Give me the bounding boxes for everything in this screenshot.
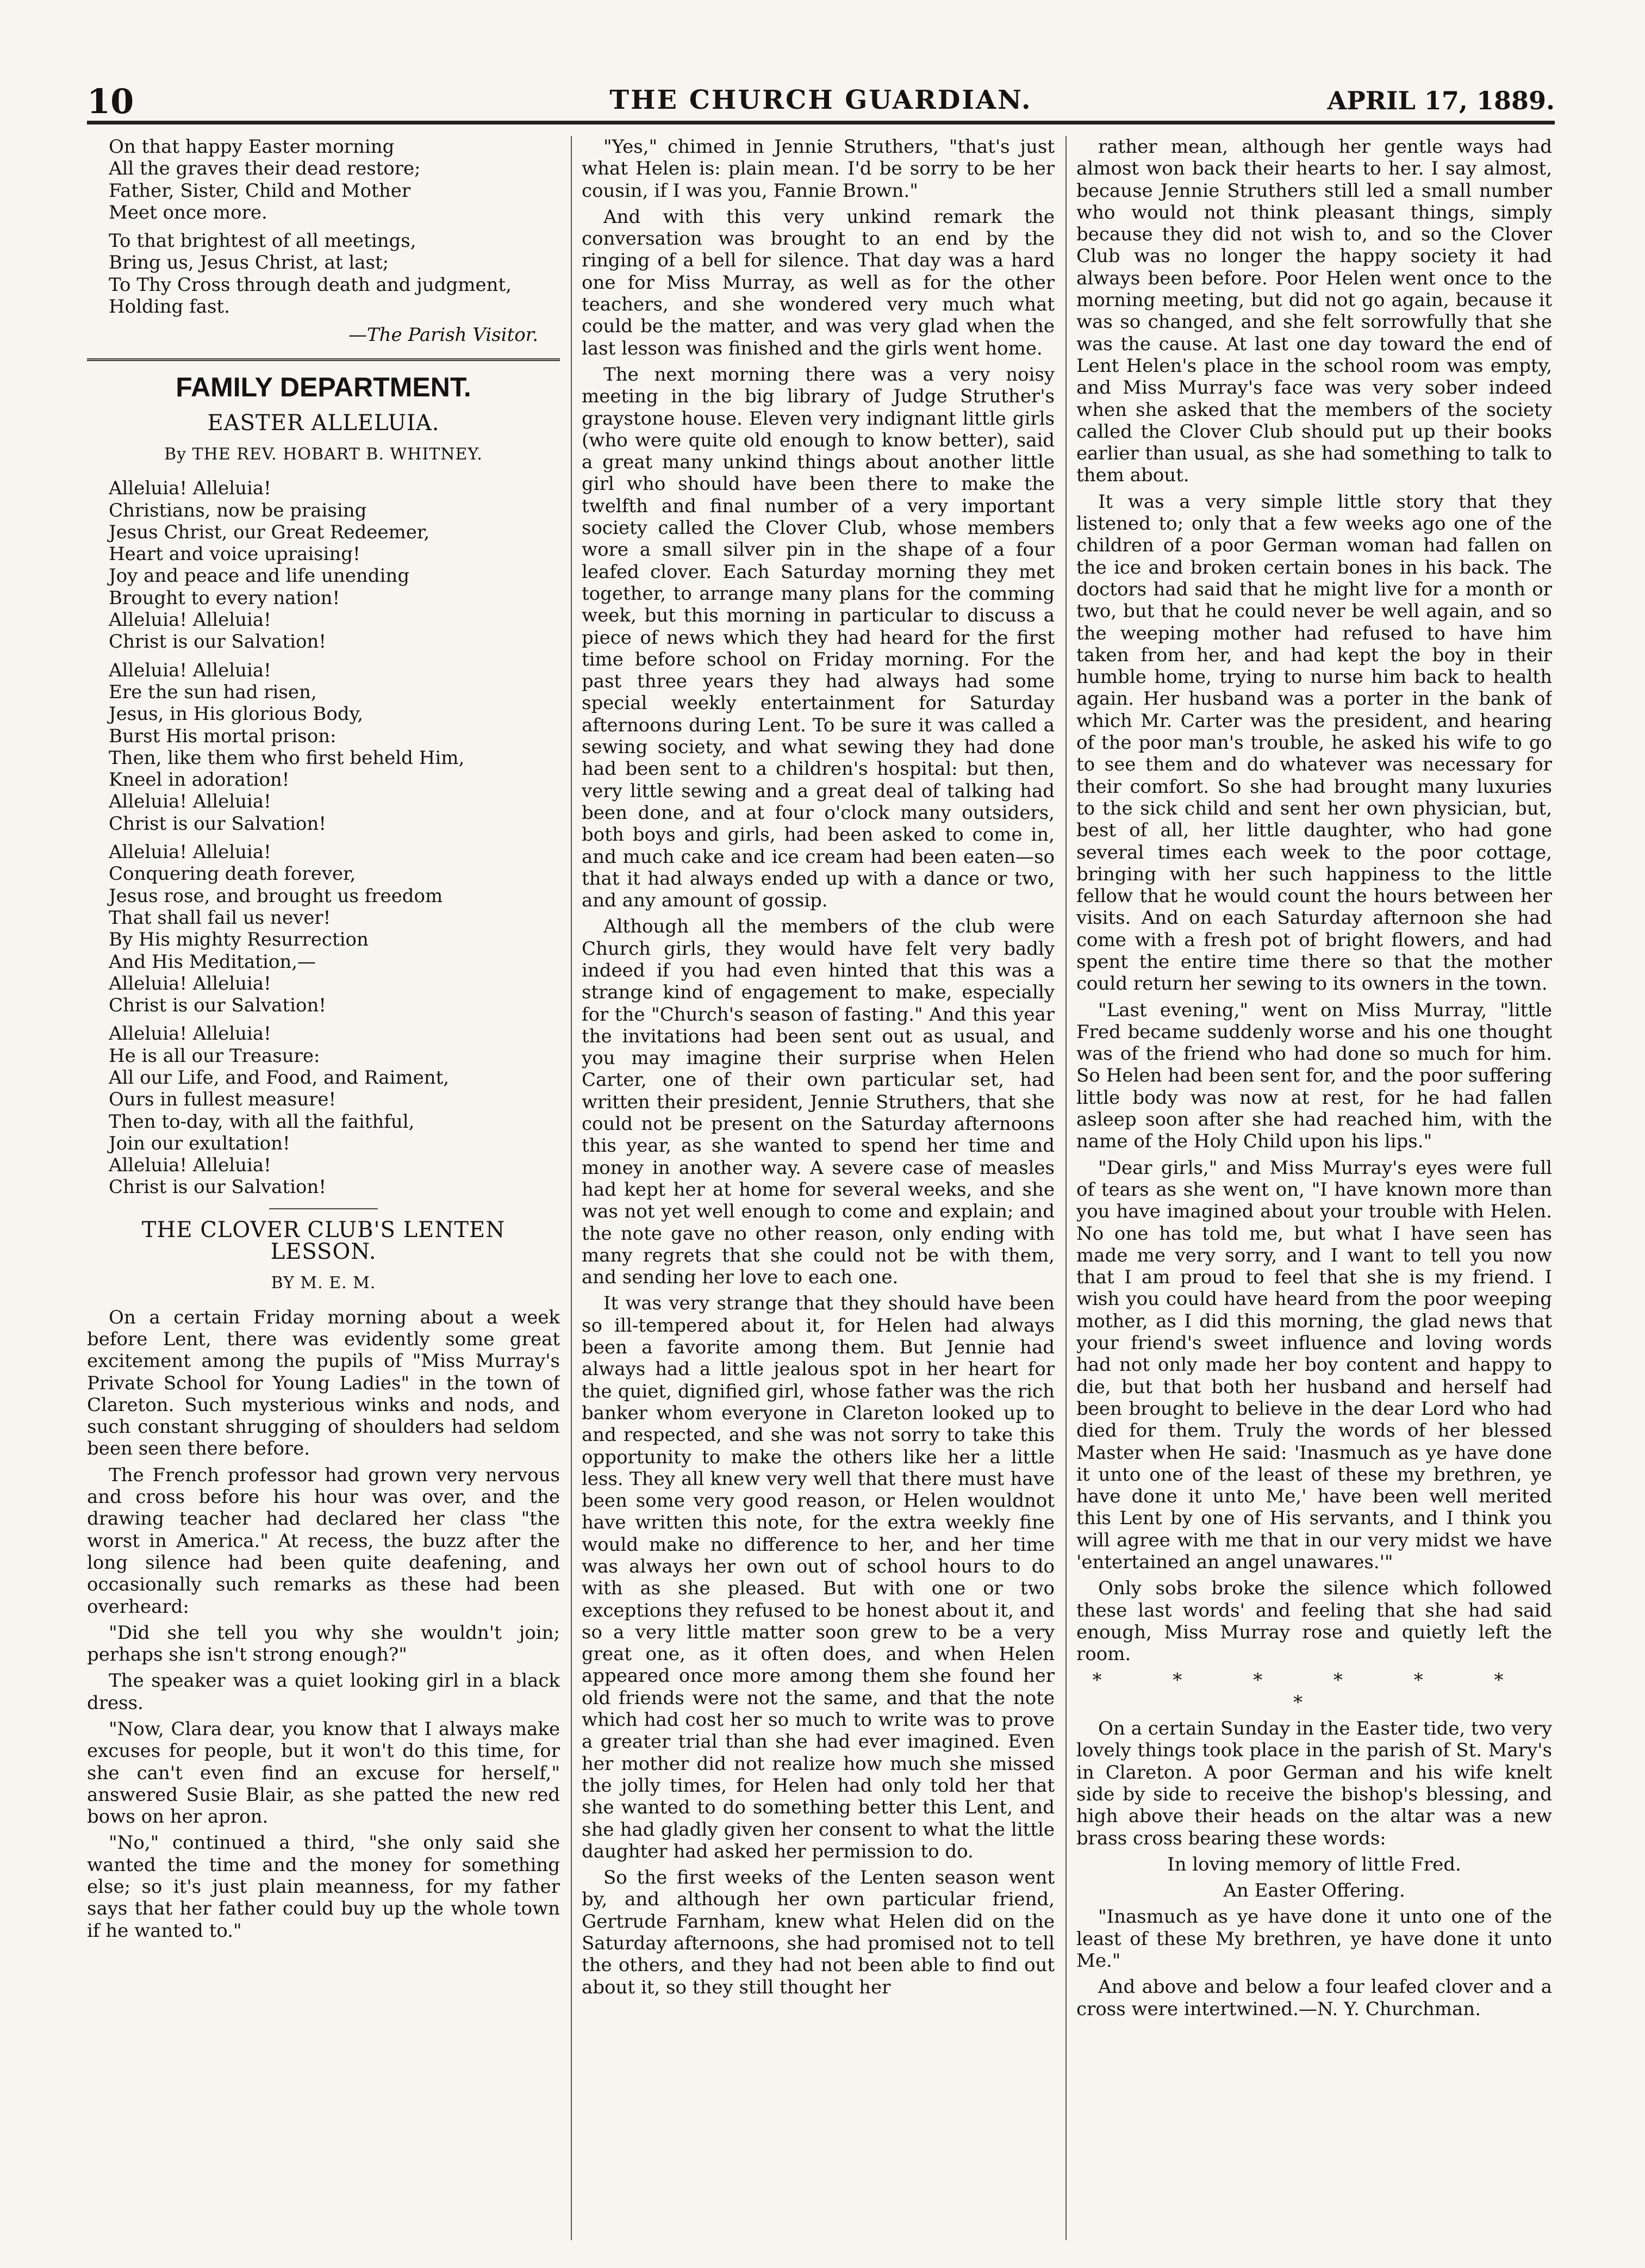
paragraph: "Inasmuch as ye have done it unto one of the least of these My brethren, ye have done it unto Me." — [1076, 1906, 1552, 1972]
separator — [269, 1208, 378, 1209]
paragraph: "Did she tell you why she wouldn't join; perhaps she isn't strong enough?" — [87, 1621, 560, 1666]
paragraph: So the first weeks of the Lenten season went by, and although her own particular friend, Gertrude Farnham, knew what Helen did on the Saturday afternoons, she had promised not to tell the others, and they had not been able to find out about it, so they still thought her — [582, 1867, 1055, 1998]
paragraph: It was very strange that they should have been so ill-tempered about it, for Helen had always been a favorite among them. But Jennie had always had a little jealous spot in her heart for the quiet, dignified girl, whose father was the rich banker whom everyone in Clareton looked up to and respected, and she was not sorry to take this opportunity to make the others like her a little less. They all knew very well that there must have been some very good reason, or Helen wouldnot have written this note, for the extra weekly fine would make no difference to her, and her time was always her own out of school hours to do with as she pleased. But with one or two exceptions they refused to be honest about it, and so a very little matter soon grew to be a very great one, as it often does, and when Helen appeared once more among them she found her old friends were not the same, and that the note which had cost her so much to write was to prove a greater trial than she had ever imagined. Even her mother did not realize how much she missed the jolly times, for Helen had only told her that she wanted to do something better this Lent, and she had gladly given her consent to what the little daughter had asked her permission to do. — [582, 1293, 1055, 1862]
poem-verse: On that happy Easter morning All the graves their dead restore; Father, Sister, Child and Mother Meet once more. — [109, 136, 421, 223]
column-3 — [1076, 136, 1552, 2246]
paragraph: "Dear girls," and Miss Murray's eyes were full of tears as she went on, "I have known more than you have imagined about your trouble with Helen. No one has told me, but what I have seen has made me very sorry, and I want to tell you now that I am proud to feel that she is my friend. I wish you could have heard from the poor weeping mother, as I did this morning, the glad news that your friend's sweet influence and loving words had not only made her boy content and happy to die, but that both her husband and herself had been brought to believe in the dear Lord who had died for them. Truly the words of her blessed Master when He said: 'Inasmuch as ye have done it unto one of the least of these my brethren, ye have done it unto Me,' have been well merited this Lent by one of His servants, and I think you will agree with me that in our very midst we have 'entertained an angel unawares.'" — [1076, 1157, 1552, 1573]
paragraph: The next morning there was a very noisy meeting in the big library of Judge Struther's graystone house. Eleven very indignant little girls (who were quite old enough to know better), said a great many unkind things about another little girl who should have been there to make the twelfth and final number of a very important society called the Clover Club, whose members wore a small silver pin in the shape of a four leafed clover. Each Saturday morning they met together, to arrange many plans for the comming week, but this morning in particular to discuss a piece of news which they had heard for the first time before school on Friday morning. For the past three years they had always had some special weekly entertainment for Saturday afternoons during Lent. To be sure it was called a sewing society, and what sewing they had done had been sent to a children's hospital: but then, very little sewing and a great deal of talking had been done, and at four o'clock many outsiders, both boys and girls, had been asked to come in, and much cake and ice cream had been eaten—so that it had always ended up with a dance or two, and any amount of gossip. — [582, 363, 1055, 912]
column-2 — [582, 136, 1055, 2246]
paragraph: "No," continued a third, "she only said she wanted the time and the money for something else; so it's just plain meanness, for my father says that her father could buy up the whole town if he wanted to." — [87, 1832, 560, 1942]
column-divider — [571, 136, 572, 2240]
hymn-verse: Alleluia! Alleluia! Ere the sun had risen, Jesus, in His glorious Body, Burst His mortal prison: Then, like them who first beheld Him, Kneel in adoration! Alleluia! Alleluia! Christ is our Salvation! — [109, 659, 465, 835]
issue-date: APRIL 17, 1889. — [1327, 86, 1555, 115]
paragraph: On a certain Friday morning about a week before Lent, there was evidently some great excitement among the pupils of "Miss Murray's Private School for Young Ladies" in the town of Clareton. Such mysterious winks and nods, and such constant shrugging of shoulders had seldom been seen there before. — [87, 1306, 560, 1460]
column-1 — [87, 136, 560, 2246]
hymn-verse: Alleluia! Alleluia! Christians, now be praising Jesus Christ, our Great Redeemer, Heart and voice upraising! Joy and peace and life unending Brought to every nation! Alleluia! Alleluia! Christ is our Salvation! — [109, 477, 430, 653]
hymn-byline: By THE REV. HOBART B. WHITNEY. — [164, 444, 483, 464]
paragraph: The French professor had grown very nervous and cross before his hour was over, and the drawing teacher had declared her class "the worst in America." At recess, the buzz after the long silence had been quite deafening, and occasionally such remarks as these had been overheard: — [87, 1464, 560, 1618]
paragraph: And with this very unkind remark the conversation was brought to an end by the ringing of a bell for silence. That day was a hard one for Miss Murray, as well as for the other teachers, and she wondered very much what could be the matter, and was very glad when the last lesson was finished and the girls went home. — [582, 206, 1055, 359]
hymn-verse: Alleluia! Alleluia! He is all our Treasure: All our Life, and Food, and Raiment, Ours in fullest measure! Then to-day, with all the faithful, Join our exultation! Alleluia! Alleluia! Christ is our Salvation! — [109, 1023, 450, 1198]
section-heading: FAMILY DEPARTMENT. — [87, 358, 560, 403]
inscription-line: An Easter Offering. — [1223, 1880, 1405, 1902]
hymn-title: EASTER ALLELUIA. — [207, 410, 440, 436]
column-divider — [1065, 136, 1067, 2240]
masthead: THE CHURCH GUARDIAN. — [609, 85, 1032, 115]
asterism: * * * * * * * — [1092, 1669, 1536, 1713]
paragraph: Only sobs broke the silence which followed these last words' and feeling that she had said enough, Miss Murray rose and quietly left the room. — [1076, 1577, 1552, 1666]
story-title: THE CLOVER CLUB'S LENTEN LESSON. — [141, 1217, 506, 1265]
paragraph: It was a very simple little story that they listened to; only that a few weeks ago one of the children of a poor German woman had fallen on the ice and broken certain bones in his back. The doctors had said that he might live for a month or two, but that he could never be well again, and so the weeping mother had refused to have him taken from her, and had kept the boy in their humble home, trying to nurse him back to health again. Her husband was a porter in the bank of which Mr. Carter was the president, and hearing of the poor man's trouble, he asked his wife to go to see them and do whatever was necessary for their comfort. So she had brought many luxuries to the sick child and sent her own physician, but, best of all, her little daughter, who had gone several times each week to the poor cottage, bringing with her such happiness to the little fellow that he would count the hours between her visits. And on each Saturday afternoon she had come with a fresh pot of bright flowers, and had spent the entire time there so that the mother could return her sewing to its owners in the town. — [1076, 490, 1552, 995]
hymn-verse: Alleluia! Alleluia! Conquering death forever, Jesus rose, and brought us freedom That shall fail us never! By His mighty Resurrection And His Meditation,— Alleluia! Alleluia! Christ is our Salvation! — [109, 841, 443, 1017]
paragraph: On a certain Sunday in the Easter tide, two very lovely things took place in the parish of St. Mary's in Clareton. A poor German and his wife knelt side by side to receive the bishop's blessing, and high above their heads on the altar was a new brass cross bearing these words: — [1076, 1718, 1552, 1849]
paragraph: "Now, Clara dear, you know that I always make excuses for people, but it won't do this time, for she can't even find an excuse for herself," answered Susie Blair, as she patted the new red bows on her apron. — [87, 1718, 560, 1828]
poem-source: —The Parish Visitor. — [348, 324, 538, 346]
poem-verse: To that brightest of all meetings, Bring us, Jesus Christ, at last; To Thy Cross through death and judgment, Holding fast. — [109, 230, 512, 318]
paragraph: "Last evening," went on Miss Murray, "little Fred became suddenly worse and his one thought was of the friend who had done so much for him. So Helen had been sent for, and the poor suffering little body was now at rest, for he had fallen asleep soon after she had reached him, with the name of the Holy Child upon his lips." — [1076, 999, 1552, 1153]
paragraph: And above and below a four leafed clover and a cross were intertwined.—N. Y. Churchman. — [1076, 1976, 1552, 2020]
paragraph: The speaker was a quiet looking girl in a black dress. — [87, 1670, 560, 1714]
paragraph: rather mean, although her gentle ways had almost won back their hearts to her. I say almost, because Jennie Struthers still led a small number who would not think pleasant things, simply because they did not wish to, and so the Clover Club was no longer the happy society it had always been before. Poor Helen went once to the morning meeting, but did not go again, because it was so changed, and she felt sorrowfully that she was the cause. At last one day toward the end of Lent Helen's place in the school room was empty, and Miss Murray's face was very sober indeed when she asked that the members of the society called the Clover Club should put up their books earlier than usual, as she had something to talk to them about. — [1076, 136, 1552, 487]
story-byline: BY M. E. M. — [271, 1273, 376, 1293]
paragraph: "Yes," chimed in Jennie Struthers, "that's just what Helen is: plain mean. I'd be sorry to be her cousin, if I was you, Fannie Brown." — [582, 136, 1055, 202]
page-header — [87, 82, 1555, 125]
page-number: 10 — [87, 82, 134, 121]
inscription-line: In loving memory of little Fred. — [1167, 1853, 1461, 1875]
paragraph: Although all the members of the club were Church girls, they would have felt very badly indeed if you had even hinted that this was a strange kind of engagement to make, especially for the "Church's season of fasting." And this year the invitations had been sent out as usual, and you may imagine their surprise when Helen Carter, one of their own particular set, had written their president, Jennie Struthers, that she could not be present on the Saturday afternoons this year, as she wanted to spend her time and money in another way. A severe case of measles had kept her at home for several weeks, and she was not yet well enough to come and explain; and the note gave no other reason, only ending with many regrets that she could not be with them, and sending her love to each one. — [582, 916, 1055, 1289]
